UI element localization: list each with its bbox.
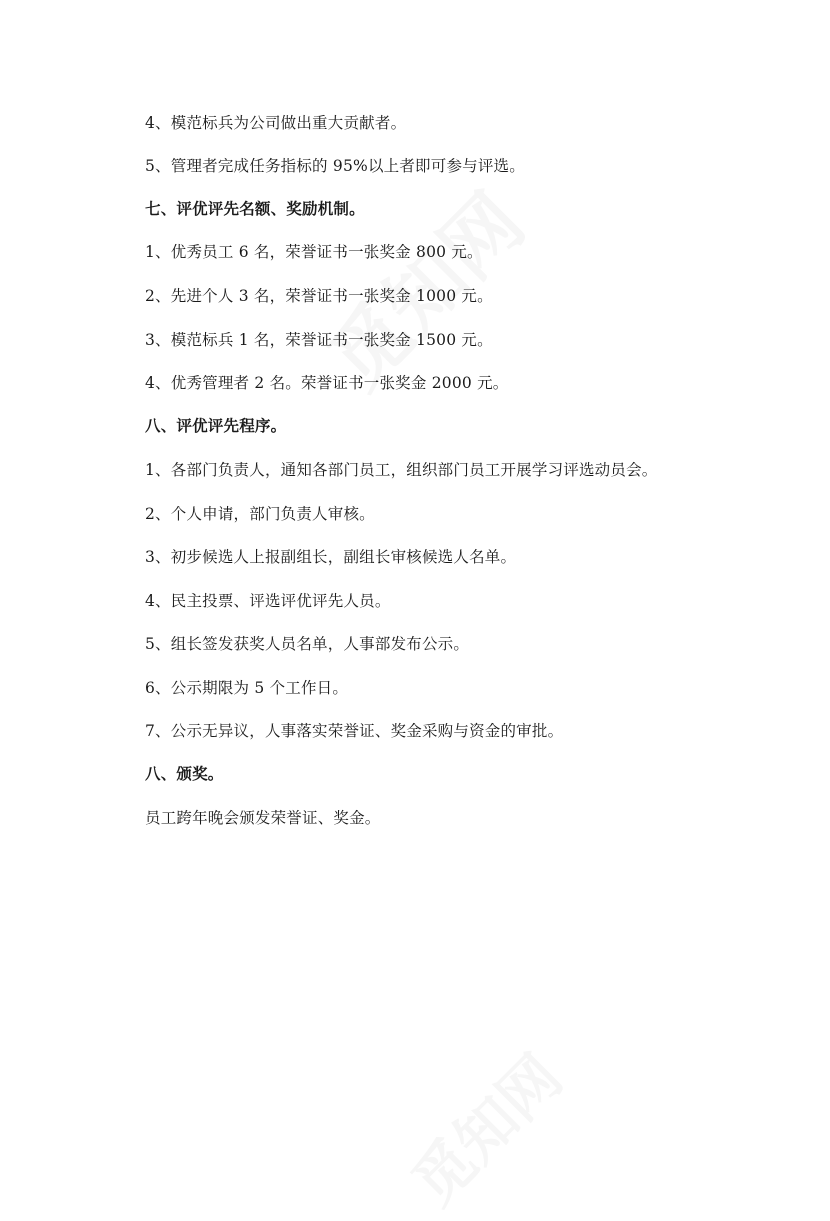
section-heading-7: 七、评优评先名额、奖励机制。 [145, 200, 365, 218]
award-text: 员工跨年晚会颁发荣誉证、奖金。 [145, 809, 381, 827]
watermark-text-bottom [390, 1033, 578, 1221]
procedure-item-7: 7、公示无异议，人事落实荣誉证、奖金采购与资金的审批。 [145, 722, 564, 740]
quota-item-2: 2、先进个人 3 名，荣誉证书一张奖金 1000 元。 [145, 287, 493, 305]
criteria-item-4: 4、模范标兵为公司做出重大贡献者。 [145, 114, 407, 132]
section-heading-award: 八、颁奖。 [145, 765, 224, 783]
procedure-item-1: 1、各部门负责人，通知各部门员工，组织部门员工开展学习评选动员会。 [145, 461, 658, 479]
quota-item-3: 3、模范标兵 1 名，荣誉证书一张奖金 1500 元。 [145, 331, 493, 349]
procedure-item-6: 6、公示期限为 5 个工作日。 [145, 679, 349, 697]
procedure-item-5: 5、组长签发获奖人员名单，人事部发布公示。 [145, 635, 470, 653]
procedure-item-3: 3、初步候选人上报副组长，副组长审核候选人名单。 [145, 548, 517, 566]
quota-item-4: 4、优秀管理者 2 名。荣誉证书一张奖金 2000 元。 [145, 374, 509, 392]
procedure-item-4: 4、民主投票、评选评优评先人员。 [145, 592, 391, 610]
section-heading-8: 八、评优评先程序。 [145, 417, 287, 435]
procedure-item-2: 2、个人申请，部门负责人审核。 [145, 505, 375, 523]
quota-item-1: 1、优秀员工 6 名，荣誉证书一张奖金 800 元。 [145, 243, 483, 261]
criteria-item-5: 5、管理者完成任务指标的 95%以上者即可参与评选。 [145, 157, 525, 175]
